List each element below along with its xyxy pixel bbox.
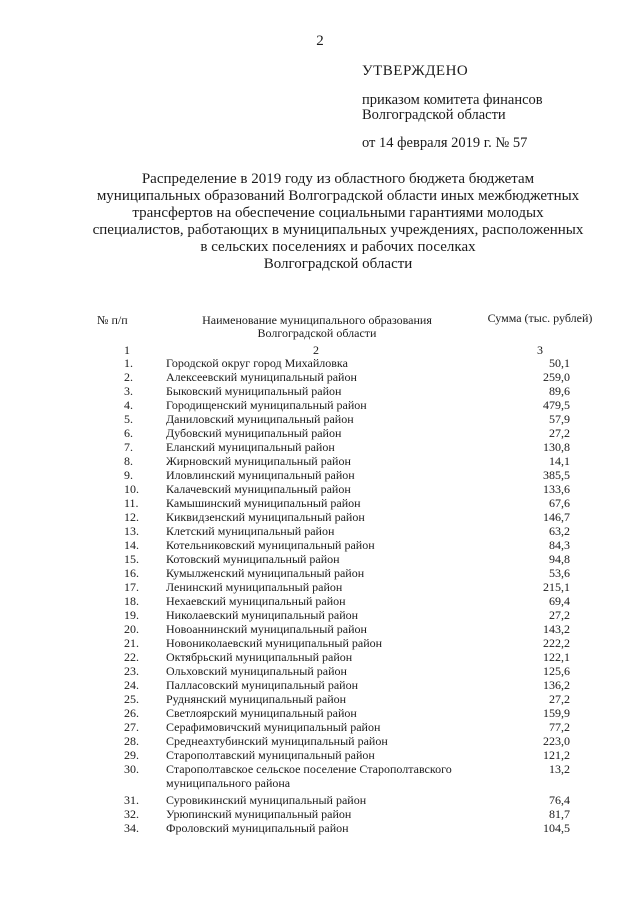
table-row — [0, 524, 640, 538]
row-name: Серафимовичский муниципальный район — [166, 720, 381, 734]
table-row — [0, 720, 640, 734]
row-sum: 223,0 — [543, 734, 570, 748]
row-number: 21. — [124, 636, 139, 650]
row-sum: 84,3 — [549, 538, 570, 552]
row-number: 13. — [124, 524, 139, 538]
table-row — [0, 440, 640, 454]
row-sum: 27,2 — [549, 426, 570, 440]
table-row — [0, 594, 640, 608]
table-row — [0, 650, 640, 664]
header-name — [172, 314, 462, 340]
row-sum: 122,1 — [543, 650, 570, 664]
row-sum: 146,7 — [543, 510, 570, 524]
document-title — [88, 171, 588, 273]
row-number: 5. — [124, 412, 133, 426]
row-sum: 479,5 — [543, 398, 570, 412]
row-number: 1. — [124, 356, 133, 370]
row-name: Котовский муниципальный район — [166, 552, 340, 566]
table-row — [0, 454, 640, 468]
approval-order-line2: Волгоградской области — [362, 107, 506, 123]
row-number: 27. — [124, 720, 139, 734]
row-number: 28. — [124, 734, 139, 748]
row-sum: 259,0 — [543, 370, 570, 384]
title-line: трансфертов на обеспечение социальными гарантиями молодых — [132, 205, 544, 221]
row-name: Быковский муниципальный район — [166, 384, 342, 398]
table-row — [0, 412, 640, 426]
row-number: 19. — [124, 608, 139, 622]
row-sum: 76,4 — [549, 793, 570, 807]
row-name: Новоаннинский муниципальный район — [166, 622, 367, 636]
table-row — [0, 678, 640, 692]
row-sum: 77,2 — [549, 720, 570, 734]
row-number: 9. — [124, 468, 133, 482]
column-number-2: 2 — [313, 343, 319, 357]
row-name: Старополтавский муниципальный район — [166, 748, 375, 762]
column-number-1: 1 — [124, 343, 130, 357]
approval-order-line1: приказом комитета финансов — [362, 92, 543, 108]
title-line: Распределение в 2019 году из областного бюджета бюджетам — [141, 171, 535, 187]
row-sum: 104,5 — [543, 821, 570, 835]
row-name: Урюпинский муниципальный район — [166, 807, 352, 821]
row-name: Еланский муниципальный район — [166, 440, 335, 454]
row-name: Калачевский муниципальный район — [166, 482, 351, 496]
row-number: 34. — [124, 821, 139, 835]
row-number: 20. — [124, 622, 139, 636]
row-sum: 81,7 — [549, 807, 570, 821]
row-sum: 143,2 — [543, 622, 570, 636]
row-name: Котельниковский муниципальный район — [166, 538, 375, 552]
table-row — [0, 566, 640, 580]
table-row — [0, 496, 640, 510]
row-number: 7. — [124, 440, 133, 454]
table-row — [0, 580, 640, 594]
row-number: 29. — [124, 748, 139, 762]
row-sum: 222,2 — [543, 636, 570, 650]
row-name: Алексеевский муниципальный район — [166, 370, 357, 384]
row-name: Городской округ город Михайловка — [166, 356, 348, 370]
row-number: 16. — [124, 566, 139, 580]
row-sum: 385,5 — [543, 468, 570, 482]
table-row — [0, 636, 640, 650]
row-number: 26. — [124, 706, 139, 720]
approval-order — [362, 93, 622, 123]
row-number: 4. — [124, 398, 133, 412]
table-row — [0, 706, 640, 720]
approval-block — [362, 64, 622, 151]
row-sum: 94,8 — [549, 552, 570, 566]
title-line: в сельских поселениях и рабочих поселках — [200, 239, 476, 255]
row-number: 18. — [124, 594, 139, 608]
table-row — [0, 356, 640, 370]
row-sum: 50,1 — [549, 356, 570, 370]
row-name: Суровикинский муниципальный район — [166, 793, 367, 807]
row-name: Нехаевский муниципальный район — [166, 594, 346, 608]
row-name: Палласовский муниципальный район — [166, 678, 358, 692]
table-row — [0, 734, 640, 748]
row-name: Жирновский муниципальный район — [166, 454, 351, 468]
row-number: 17. — [124, 580, 139, 594]
row-number: 11. — [124, 496, 139, 510]
row-sum: 125,6 — [543, 664, 570, 678]
table-row — [0, 482, 640, 496]
row-sum: 13,2 — [549, 762, 570, 776]
table-row — [0, 692, 640, 706]
row-sum: 121,2 — [543, 748, 570, 762]
row-name: Среднеахтубинский муниципальный район — [166, 734, 388, 748]
row-name: Октябрьский муниципальный район — [166, 650, 353, 664]
row-name: Кумылженский муниципальный район — [166, 566, 365, 580]
table-row — [0, 622, 640, 636]
row-number: 12. — [124, 510, 139, 524]
title-line: муниципальных образований Волгоградской области иных межбюджетных — [96, 188, 580, 204]
row-sum: 14,1 — [549, 454, 570, 468]
page-number: 2 — [316, 33, 324, 49]
row-name: Иловлинский муниципальный район — [166, 468, 355, 482]
table-row — [0, 468, 640, 482]
header-name-line2: Волгоградской области — [257, 326, 377, 340]
row-name: Клетский муниципальный район — [166, 524, 335, 538]
header-sum: Сумма (тыс. рублей) — [487, 311, 593, 325]
row-name: Старополтавское сельское поселение Старополтавского муниципального района — [166, 762, 452, 790]
row-name: Ленинский муниципальный район — [166, 580, 343, 594]
row-name: Киквидзенский муниципальный район — [166, 510, 365, 524]
row-name: Даниловский муниципальный район — [166, 412, 354, 426]
row-sum: 215,1 — [543, 580, 570, 594]
header-name-line1: Наименование муниципального образования — [202, 313, 432, 327]
table-row — [0, 510, 640, 524]
row-sum: 159,9 — [543, 706, 570, 720]
table-header — [0, 312, 640, 342]
header-number: № п/п — [97, 313, 128, 327]
table-row — [0, 608, 640, 622]
title-line: Волгоградской области — [263, 256, 413, 272]
row-sum: 67,6 — [549, 496, 570, 510]
table-row — [0, 807, 640, 821]
row-number: 14. — [124, 538, 139, 552]
table-row — [0, 762, 640, 790]
table-row — [0, 538, 640, 552]
row-sum: 130,8 — [543, 440, 570, 454]
table-row — [0, 370, 640, 384]
table-row — [0, 664, 640, 678]
table-row — [0, 748, 640, 762]
row-name: Дубовский муниципальный район — [166, 426, 342, 440]
table-row — [0, 426, 640, 440]
table-row — [0, 821, 640, 835]
table-body — [0, 356, 640, 835]
title-line: специалистов, работающих в муниципальных учреждениях, расположенных — [92, 222, 584, 238]
row-number: 24. — [124, 678, 139, 692]
row-number: 25. — [124, 692, 139, 706]
row-sum: 63,2 — [549, 524, 570, 538]
row-name: Руднянский муниципальный район — [166, 692, 347, 706]
row-sum: 133,6 — [543, 482, 570, 496]
row-name: Ольховский муниципальный район — [166, 664, 347, 678]
row-name: Камышинский муниципальный район — [166, 496, 361, 510]
approval-title: УТВЕРЖДЕНО — [362, 63, 469, 79]
row-number: 32. — [124, 807, 139, 821]
table-row — [0, 552, 640, 566]
row-sum: 69,4 — [549, 594, 570, 608]
row-number: 8. — [124, 454, 133, 468]
row-number: 30. — [124, 762, 139, 776]
row-name: Новониколаевский муниципальный район — [166, 636, 383, 650]
row-sum: 27,2 — [549, 608, 570, 622]
row-sum: 136,2 — [543, 678, 570, 692]
approval-date: от 14 февраля 2019 г. № 57 — [362, 135, 528, 151]
row-name: Городищенский муниципальный район — [166, 398, 367, 412]
column-number-3: 3 — [537, 343, 543, 357]
table-row — [0, 398, 640, 412]
row-number: 3. — [124, 384, 133, 398]
row-number: 6. — [124, 426, 133, 440]
row-sum: 57,9 — [549, 412, 570, 426]
row-number: 15. — [124, 552, 139, 566]
column-numbers — [0, 343, 640, 357]
row-sum: 53,6 — [549, 566, 570, 580]
row-name: Николаевский муниципальный район — [166, 608, 359, 622]
row-number: 22. — [124, 650, 139, 664]
row-number: 31. — [124, 793, 139, 807]
row-number: 2. — [124, 370, 133, 384]
table-row — [0, 384, 640, 398]
row-sum: 27,2 — [549, 692, 570, 706]
row-number: 10. — [124, 482, 139, 496]
row-number: 23. — [124, 664, 139, 678]
row-name: Светлоярский муниципальный район — [166, 706, 357, 720]
table-row — [0, 793, 640, 807]
row-name: Фроловский муниципальный район — [166, 821, 349, 835]
row-sum: 89,6 — [549, 384, 570, 398]
